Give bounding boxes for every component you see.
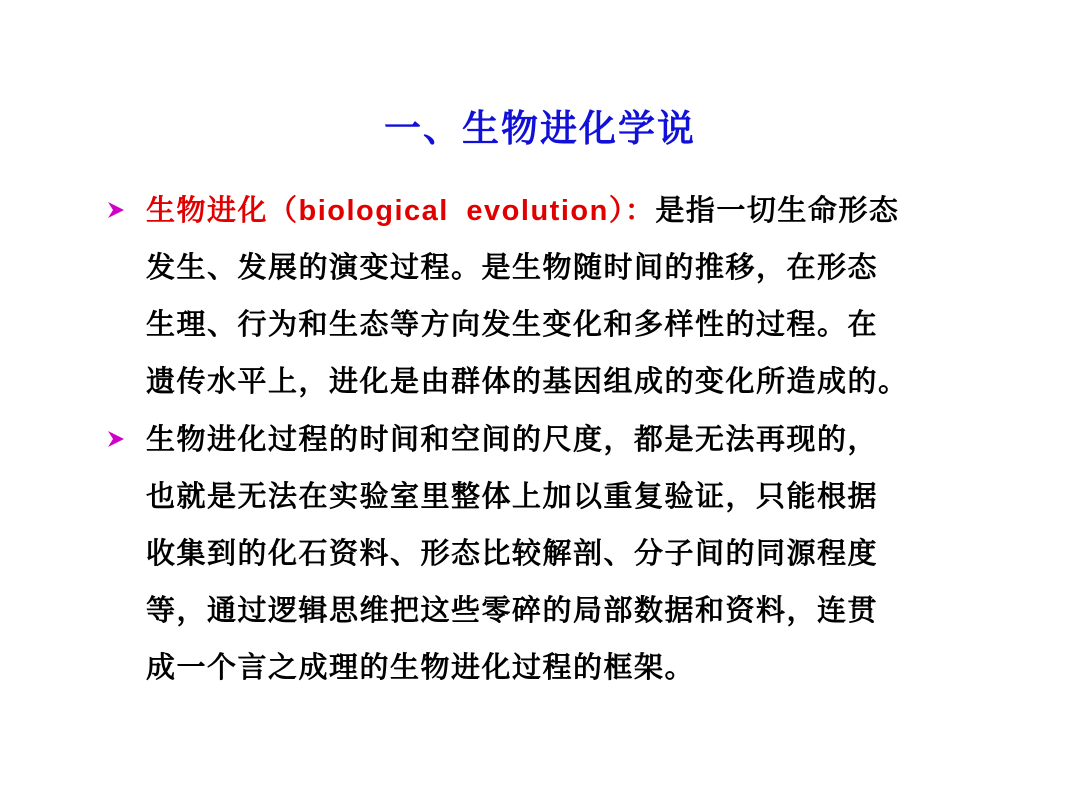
bullet-2-line-2: 也就是无法在实验室里整体上加以重复验证，只能根据 bbox=[146, 479, 879, 513]
bullet-1-text-1: 是指一切生命形态 bbox=[655, 193, 900, 227]
bullet-1-line-3: 生理、行为和生态等方向发生变化和多样性的过程。在 bbox=[146, 307, 879, 341]
arrowhead-bullet-icon bbox=[106, 429, 126, 449]
bullet-1-line-4: 遗传水平上，进化是由群体的基因组成的变化所造成的。 bbox=[146, 364, 909, 398]
bullet-2-line-1: 生物进化过程的时间和空间的尺度，都是无法再现的， bbox=[146, 422, 879, 456]
term-close: ）： bbox=[608, 193, 656, 227]
term-english: biological evolution bbox=[298, 195, 609, 227]
bullet-2-line-4: 等，通过逻辑思维把这些零碎的局部数据和资料，连贯 bbox=[146, 593, 879, 627]
bullet-2-line-5: 成一个言之成理的生物进化过程的框架。 bbox=[146, 650, 696, 684]
slide-title: 一、生物进化学说 bbox=[384, 107, 696, 150]
bullet-1-line-2: 发生、发展的演变过程。是生物随时间的推移，在形态 bbox=[146, 250, 879, 284]
arrowhead-bullet-icon bbox=[106, 200, 126, 220]
bullet-1-line-1 bbox=[146, 190, 899, 231]
term-chinese: 生物进化（ bbox=[146, 193, 299, 227]
bullet-2-line-3: 收集到的化石资料、形态比较解剖、分子间的同源程度 bbox=[146, 536, 879, 570]
